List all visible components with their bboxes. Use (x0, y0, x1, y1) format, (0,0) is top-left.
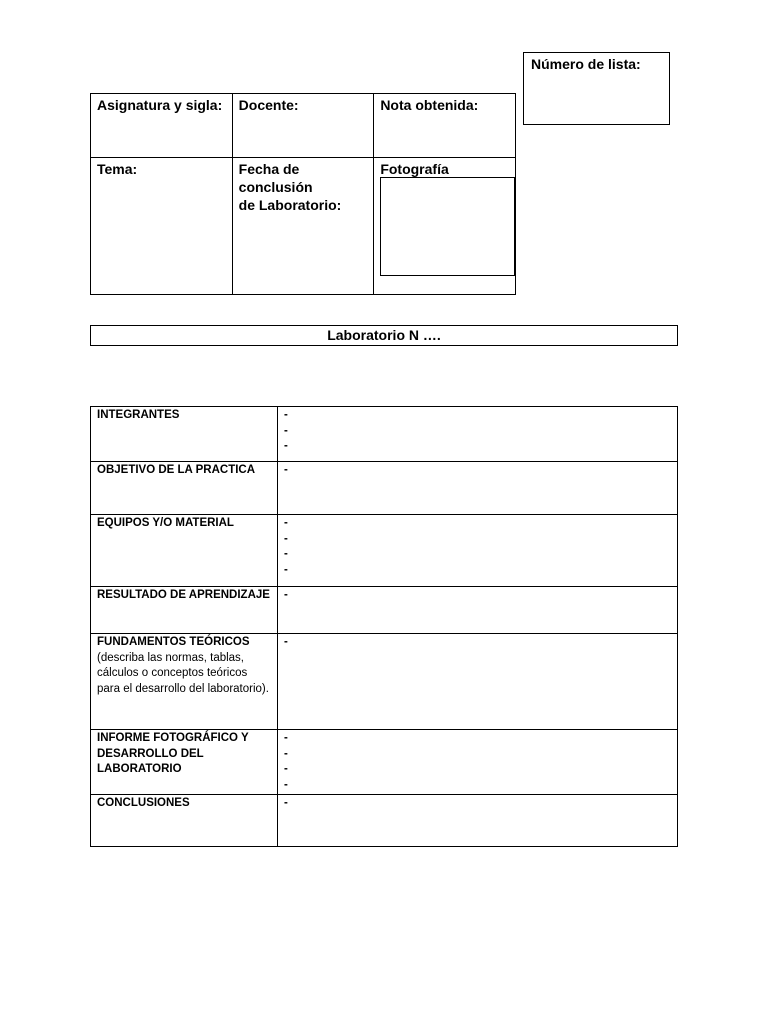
list-dash: - (284, 440, 288, 452)
section-row-resultado (91, 587, 678, 634)
section-label-cell (91, 407, 278, 462)
list-dash: - (284, 563, 288, 576)
lab-title: Laboratorio N …. (327, 327, 441, 343)
section-note: (describa las normas, tablas, cálculos o conceptos teóricos para el desarrollo del laboratorio). (97, 651, 269, 695)
section-label-cell (91, 462, 278, 515)
section-content-cell[interactable] (278, 587, 678, 634)
section-content-cell[interactable] (278, 462, 678, 515)
nota-label: Nota obtenida: (380, 97, 479, 113)
section-label: INFORME FOTOGRÁFICO Y DESARROLLO DEL LABORATORIO (97, 732, 249, 775)
section-row-informe (91, 730, 678, 795)
fotografia-label: Fotografía (380, 161, 449, 178)
list-dash: - (284, 763, 288, 775)
numero-lista-label: Número de lista: (531, 56, 641, 72)
section-label: RESULTADO DE APRENDIZAJE (97, 589, 270, 601)
list-dash: - (284, 548, 288, 560)
section-label: INTEGRANTES (97, 409, 180, 421)
list-dash: - (284, 589, 288, 601)
docente-label: Docente: (238, 97, 299, 113)
nota-cell[interactable] (374, 94, 516, 158)
docente-cell[interactable] (232, 94, 374, 158)
list-dash: - (284, 778, 288, 791)
numero-lista-box[interactable] (523, 52, 670, 125)
section-row-objetivo (91, 462, 678, 515)
section-row-conclusiones (91, 795, 678, 847)
list-dash: - (284, 464, 288, 476)
section-label-cell (91, 730, 278, 795)
section-label-cell (91, 515, 278, 587)
section-row-equipos (91, 515, 678, 587)
photo-placeholder[interactable] (380, 177, 515, 276)
list-dash: - (284, 747, 288, 760)
list-dash: - (284, 532, 288, 545)
section-label: FUNDAMENTOS TEÓRICOS (97, 636, 250, 648)
fecha-cell[interactable] (232, 158, 374, 295)
header-table (90, 93, 516, 295)
section-label-cell (91, 634, 278, 730)
fecha-label-line2: de Laboratorio: (238, 197, 342, 214)
fecha-label-line1: Fecha de conclusión (238, 161, 313, 196)
list-dash: - (284, 636, 288, 648)
list-dash: - (284, 732, 288, 744)
section-content-cell[interactable] (278, 407, 678, 462)
section-content-cell[interactable] (278, 515, 678, 587)
section-label: EQUIPOS Y/O MATERIAL (97, 517, 234, 529)
section-label-cell (91, 587, 278, 634)
section-label: CONCLUSIONES (97, 797, 190, 809)
tema-label: Tema: (97, 161, 138, 178)
section-label: OBJETIVO DE LA PRACTICA (97, 464, 256, 476)
lab-title-bar (90, 325, 678, 346)
section-label-cell (91, 795, 278, 847)
section-row-fundamentos (91, 634, 678, 730)
fotografia-cell (374, 158, 516, 295)
section-row-integrantes (91, 407, 678, 462)
list-dash: - (284, 424, 288, 437)
section-content-cell[interactable] (278, 634, 678, 730)
list-dash: - (284, 409, 288, 421)
list-dash: - (284, 517, 288, 529)
section-content-cell[interactable] (278, 795, 678, 847)
asignatura-cell[interactable] (91, 94, 233, 158)
section-content-cell[interactable] (278, 730, 678, 795)
lab-sections-table (90, 406, 678, 847)
list-dash: - (284, 797, 288, 809)
asignatura-label: Asignatura y sigla: (97, 97, 223, 113)
tema-cell[interactable] (91, 158, 233, 295)
